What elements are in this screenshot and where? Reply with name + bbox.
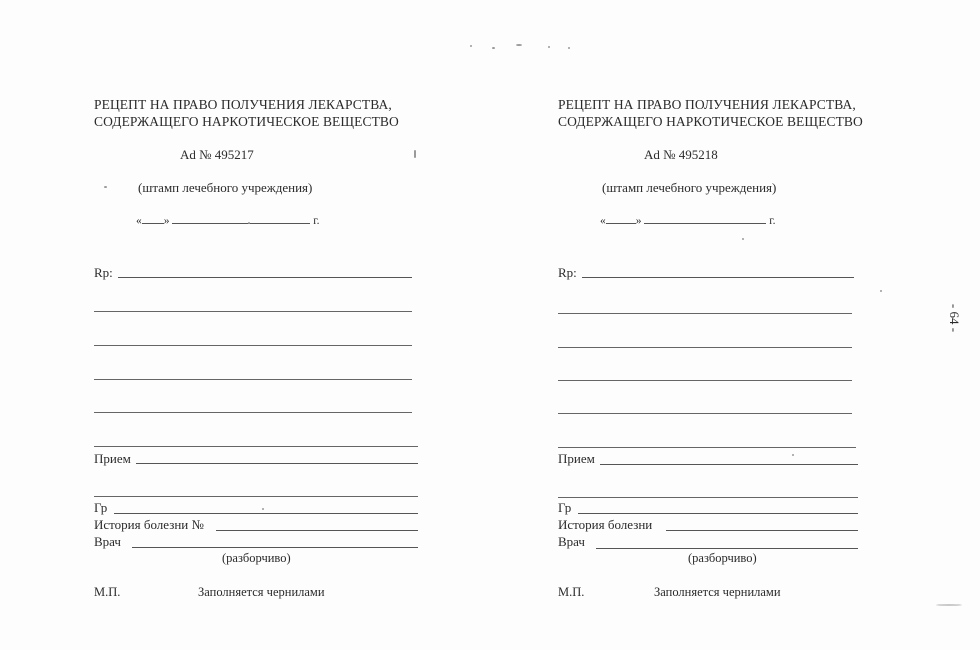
rp-label: Rp: <box>558 265 577 280</box>
history-label: История болезни № <box>94 517 204 532</box>
serial-number: Ad № 495218 <box>644 147 718 162</box>
prescription-line <box>558 347 852 348</box>
serial-number: Ad № 495217 <box>180 147 254 162</box>
history-line <box>666 530 858 531</box>
date-field <box>600 212 776 227</box>
gr-line <box>578 513 858 514</box>
ink-note: Заполняется чернилами <box>198 585 325 599</box>
doctor-label: Врач <box>94 534 121 549</box>
reception-line <box>136 463 418 464</box>
scan-speck <box>880 290 882 292</box>
doctor-line <box>132 547 418 548</box>
gr-label: Гр <box>558 500 572 515</box>
title-line-2: СОДЕРЖАЩЕГО НАРКОТИЧЕСКОЕ ВЕЩЕСТВО <box>94 114 399 129</box>
rp-line <box>118 277 412 278</box>
legibly-note: (разборчиво) <box>688 551 757 565</box>
blank-line <box>94 496 418 497</box>
rp-label: Rp: <box>94 265 113 280</box>
scan-speck <box>492 47 495 49</box>
date-close-quote: » <box>163 215 170 227</box>
seal-label: М.П. <box>558 585 585 599</box>
date-year-suffix: г. <box>769 215 776 227</box>
scan-speck <box>936 604 962 606</box>
doctor-line <box>596 548 858 549</box>
scan-speck <box>248 222 250 224</box>
scan-speck <box>742 238 744 240</box>
gr-line <box>114 513 418 514</box>
prescription-line <box>94 446 418 447</box>
date-month-blank <box>644 212 766 224</box>
title-line-2: СОДЕРЖАЩЕГО НАРКОТИЧЕСКОЕ ВЕЩЕСТВО <box>558 114 863 129</box>
prescription-line <box>558 313 852 314</box>
rp-line <box>582 277 854 278</box>
history-line <box>216 530 418 531</box>
title-line-1: РЕЦЕПТ НА ПРАВО ПОЛУЧЕНИЯ ЛЕКАРСТВА, <box>94 97 392 112</box>
seal-label: М.П. <box>94 585 121 599</box>
prescription-line <box>558 413 852 414</box>
scan-speck <box>262 508 264 510</box>
doctor-label: Врач <box>558 534 585 549</box>
form-title <box>558 96 863 130</box>
reception-label: Прием <box>558 451 595 466</box>
prescription-line <box>558 380 852 381</box>
scan-speck <box>516 44 522 46</box>
prescription-line <box>94 345 412 346</box>
prescription-line <box>94 379 412 380</box>
date-month-blank <box>172 212 310 224</box>
prescription-line <box>94 311 412 312</box>
prescription-form-right <box>558 0 898 650</box>
scan-speck <box>414 150 416 158</box>
prescription-line <box>558 447 856 448</box>
scan-speck <box>104 186 107 188</box>
date-day-blank <box>606 212 636 224</box>
history-label: История болезни <box>558 517 653 532</box>
scan-speck <box>792 454 794 456</box>
stamp-caption: (штамп лечебного учреждения) <box>602 180 777 195</box>
page-number: - 64 - <box>947 303 963 333</box>
date-open-quote: « <box>136 215 142 227</box>
prescription-line <box>94 412 412 413</box>
blank-line <box>558 497 858 498</box>
scan-speck <box>568 47 570 49</box>
legibly-note: (разборчиво) <box>222 551 291 565</box>
date-open-quote: « <box>600 215 606 227</box>
date-day-blank <box>142 212 164 224</box>
reception-label: Прием <box>94 451 131 466</box>
date-field <box>136 212 320 227</box>
date-year-suffix: г. <box>313 215 320 227</box>
date-close-quote: » <box>635 215 642 227</box>
form-title <box>94 96 399 130</box>
prescription-form-left <box>94 0 434 650</box>
reception-line <box>600 464 858 465</box>
stamp-caption: (штамп лечебного учреждения) <box>138 180 313 195</box>
title-line-1: РЕЦЕПТ НА ПРАВО ПОЛУЧЕНИЯ ЛЕКАРСТВА, <box>558 97 856 112</box>
gr-label: Гр <box>94 500 108 515</box>
ink-note: Заполняется чернилами <box>654 585 781 599</box>
scan-speck <box>548 46 550 48</box>
scan-speck <box>470 45 472 47</box>
